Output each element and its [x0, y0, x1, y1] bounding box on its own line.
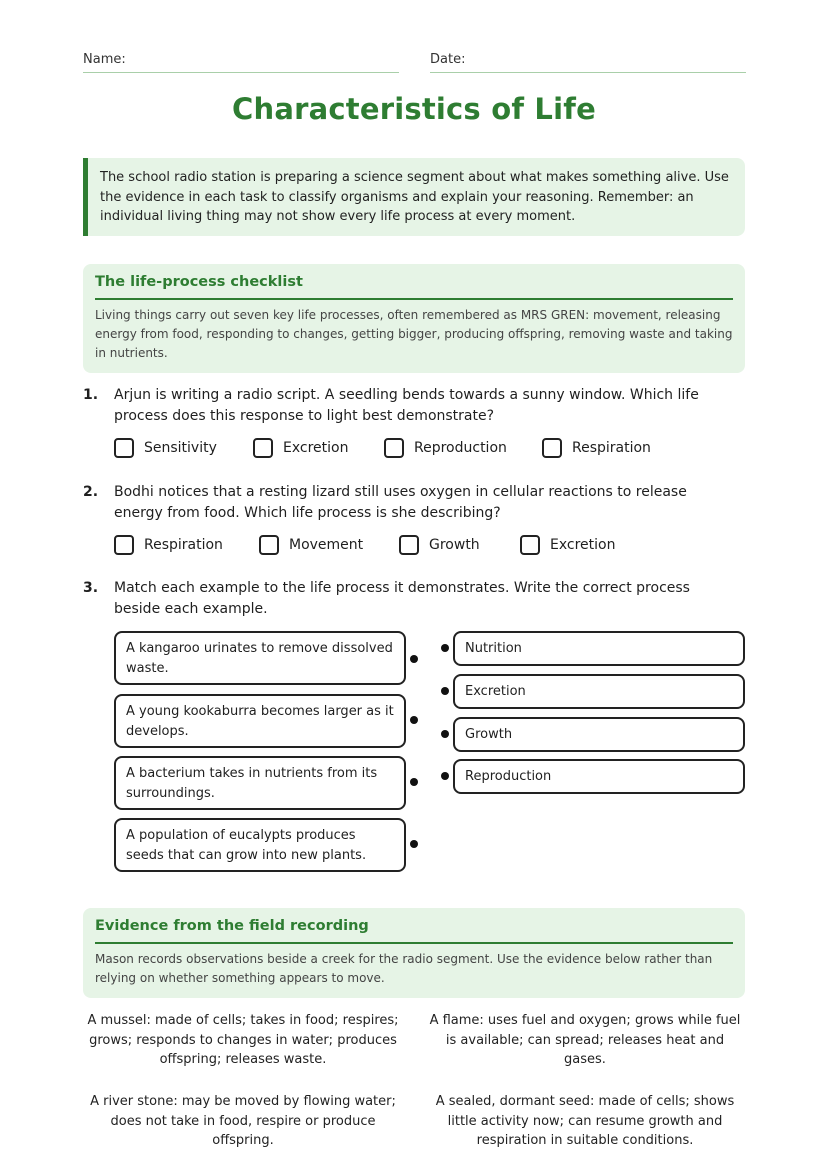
name-line — [83, 72, 399, 73]
option-label: Respiration — [572, 440, 651, 456]
checklist-text: Living things carry out seven key life processes, often remembered as MRS GREN: movement, releasing energy from food, responding to changes, getting bigger, producing offspring, removing waste and taking in nutrients. — [95, 308, 733, 360]
checkbox[interactable] — [259, 535, 279, 555]
option-growth[interactable] — [399, 535, 480, 555]
match-dot[interactable] — [441, 772, 449, 780]
evidence-item-flame: A flame: uses fuel and oxygen; grows while fuel is available; can spread; releases heat and gases. — [429, 1013, 741, 1067]
match-dot[interactable] — [410, 778, 418, 786]
checklist-section — [83, 264, 745, 373]
match-process-1[interactable]: Nutrition — [453, 631, 745, 666]
match-dot[interactable] — [441, 730, 449, 738]
option-reproduction[interactable] — [384, 438, 507, 458]
question-text: Arjun is writing a radio script. A seedling bends towards a sunny window. Which life process does this response to light best demonstrate? — [114, 387, 699, 424]
match-process-2[interactable]: Excretion — [453, 674, 745, 709]
option-sensitivity[interactable] — [114, 438, 217, 458]
checkbox[interactable] — [253, 438, 273, 458]
match-dot[interactable] — [410, 716, 418, 724]
question-number: 1. — [83, 387, 99, 403]
evidence-item-river-stone: A river stone: may be moved by flowing water; does not take in food, respire or produce offspring. — [90, 1094, 396, 1148]
checkbox[interactable] — [399, 535, 419, 555]
date-label: Date: — [430, 52, 466, 67]
name-label: Name: — [83, 52, 126, 67]
match-example-3[interactable]: A bacterium takes in nutrients from its surroundings. — [114, 756, 406, 810]
match-process-4[interactable]: Reproduction — [453, 759, 745, 794]
checkbox[interactable] — [542, 438, 562, 458]
checkbox[interactable] — [114, 438, 134, 458]
evidence-section — [83, 908, 745, 998]
match-dot[interactable] — [441, 644, 449, 652]
checklist-title: The life-process checklist — [95, 274, 733, 300]
match-dot[interactable] — [410, 655, 418, 663]
name-field[interactable] — [83, 52, 399, 67]
intro-callout: The school radio station is preparing a science segment about what makes something alive. Use the evidence in each task to classify organisms and explain your reasoning. Remember: an individual living thing may not show every life process at every moment. — [83, 158, 745, 236]
checkbox[interactable] — [384, 438, 404, 458]
date-field[interactable] — [430, 52, 746, 67]
match-process-3[interactable]: Growth — [453, 717, 745, 752]
match-dot[interactable] — [441, 687, 449, 695]
option-label: Growth — [429, 537, 480, 553]
option-movement[interactable] — [259, 535, 363, 555]
match-example-2[interactable]: A young kookaburra becomes larger as it develops. — [114, 694, 406, 748]
checkbox[interactable] — [114, 535, 134, 555]
evidence-title: Evidence from the field recording — [95, 918, 733, 944]
evidence-item-mussel: A mussel: made of cells; takes in food; respires; grows; responds to changes in water; produces offspring; releases waste. — [87, 1013, 399, 1067]
option-excretion[interactable] — [253, 438, 348, 458]
option-label: Excretion — [283, 440, 349, 456]
page-title: Characteristics of Life — [232, 92, 596, 126]
option-label: Movement — [289, 537, 364, 553]
option-label: Sensitivity — [144, 440, 217, 456]
option-excretion[interactable] — [520, 535, 615, 555]
match-example-4[interactable]: A population of eucalypts produces seeds that can grow into new plants. — [114, 818, 406, 872]
question-text: Bodhi notices that a resting lizard still uses oxygen in cellular reactions to release energy from food. Which life process is she describing? — [114, 484, 687, 521]
match-dot[interactable] — [410, 840, 418, 848]
question-number: 2. — [83, 484, 99, 500]
question-number: 3. — [83, 580, 99, 596]
checkbox[interactable] — [520, 535, 540, 555]
question-text: Match each example to the life process it demonstrates. Write the correct process beside each example. — [114, 580, 690, 617]
evidence-item-dormant-seed: A sealed, dormant seed: made of cells; shows little activity now; can resume growth and respiration in suitable conditions. — [435, 1094, 735, 1148]
match-example-1[interactable]: A kangaroo urinates to remove dissolved waste. — [114, 631, 406, 685]
evidence-text: Mason records observations beside a creek for the radio segment. Use the evidence below rather than relying on whether something appears to move. — [95, 952, 713, 985]
option-respiration[interactable] — [114, 535, 223, 555]
option-label: Respiration — [144, 537, 223, 553]
option-label: Reproduction — [414, 440, 507, 456]
option-respiration[interactable] — [542, 438, 651, 458]
option-label: Excretion — [550, 537, 616, 553]
date-line — [430, 72, 746, 73]
